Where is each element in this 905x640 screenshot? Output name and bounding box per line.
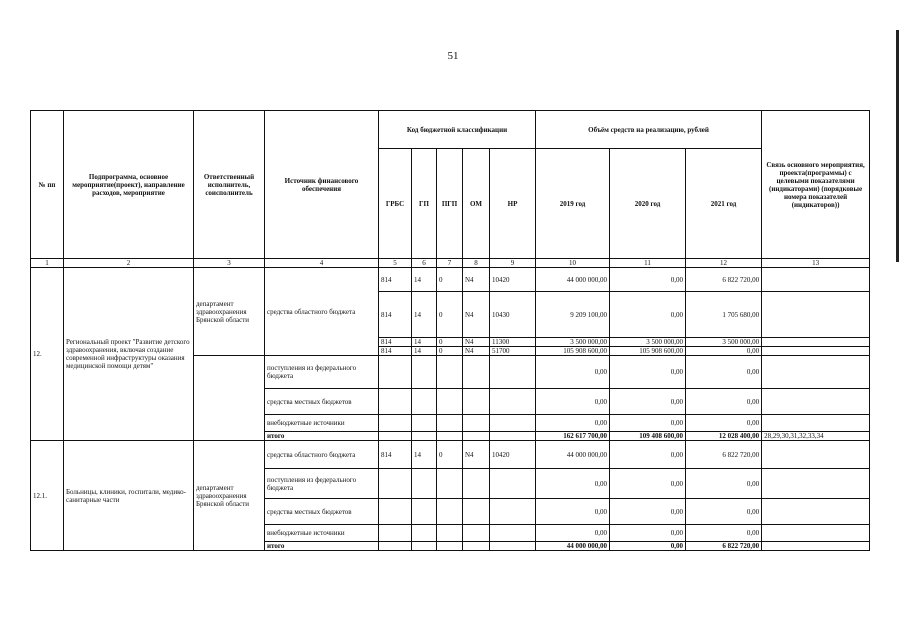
total-2019: 162 617 700,00: [536, 432, 610, 441]
np-cell: [490, 356, 536, 389]
value-2019: 0,00: [536, 469, 610, 499]
header-row-1: [31, 111, 870, 149]
link-cell: [762, 415, 870, 432]
header-2020: 2020 год: [610, 149, 686, 259]
header-2019: 2019 год: [536, 149, 610, 259]
pgp-cell: [437, 356, 463, 389]
link-cell: [762, 268, 870, 292]
total-2020: 109 408 600,00: [610, 432, 686, 441]
grbs-cell: [379, 389, 412, 415]
pgp-cell: 0: [437, 347, 463, 356]
program-name: Больницы, клиники, госпитали, медико-санитарные части: [64, 441, 194, 551]
pgp-cell: [437, 499, 463, 525]
value-2021: 6 822 720,00: [686, 268, 762, 292]
gp-cell: [412, 469, 437, 499]
col-number: 5: [379, 259, 412, 268]
pgp-cell: [437, 542, 463, 551]
pgp-cell: 0: [437, 268, 463, 292]
np-cell: 10430: [490, 292, 536, 338]
header-np: НР: [490, 149, 536, 259]
om-cell: [463, 525, 490, 542]
total-2021: 6 822 720,00: [686, 542, 762, 551]
source-cell: средства местных бюджетов: [265, 389, 379, 415]
om-cell: [463, 432, 490, 441]
value-2021: 0,00: [686, 525, 762, 542]
np-cell: 10420: [490, 441, 536, 469]
om-cell: N4: [463, 441, 490, 469]
total-label: итого: [265, 432, 379, 441]
pgp-cell: 0: [437, 441, 463, 469]
value-2020: 0,00: [610, 441, 686, 469]
header-num: № пп: [31, 111, 64, 259]
link-cell: [762, 499, 870, 525]
np-cell: [490, 542, 536, 551]
value-2019: 44 000 000,00: [536, 441, 610, 469]
grbs-cell: 814: [379, 441, 412, 469]
value-2019: 3 500 000,00: [536, 338, 610, 347]
value-2021: 0,00: [686, 389, 762, 415]
table-row: [31, 441, 870, 469]
grbs-cell: [379, 469, 412, 499]
col-number: 9: [490, 259, 536, 268]
header-link: Связь основного мероприятия, проекта(программы) с целевыми показателями (индикаторами) (порядковые номера показателей (индикаторов)): [762, 111, 870, 259]
gp-cell: [412, 415, 437, 432]
value-2021: 0,00: [686, 356, 762, 389]
col-number: 6: [412, 259, 437, 268]
grbs-cell: [379, 432, 412, 441]
grbs-cell: 814: [379, 347, 412, 356]
gp-cell: 14: [412, 347, 437, 356]
value-2020: 0,00: [610, 469, 686, 499]
value-2021: 0,00: [686, 499, 762, 525]
scan-edge-mark: [896, 30, 899, 262]
gp-cell: [412, 525, 437, 542]
np-cell: [490, 389, 536, 415]
value-2019: 0,00: [536, 499, 610, 525]
total-2021: 12 028 400,00: [686, 432, 762, 441]
value-2021: 0,00: [686, 347, 762, 356]
np-cell: 51700: [490, 347, 536, 356]
gp-cell: 14: [412, 268, 437, 292]
col-number: 8: [463, 259, 490, 268]
value-2019: 0,00: [536, 525, 610, 542]
col-number: 12: [686, 259, 762, 268]
row-number: 12.1.: [31, 441, 64, 551]
value-2020: 0,00: [610, 268, 686, 292]
source-cell: средства областного бюджета: [265, 441, 379, 469]
header-volume: Объём средств на реализацию, рублей: [536, 111, 762, 149]
col-number: 4: [265, 259, 379, 268]
grbs-cell: 814: [379, 338, 412, 347]
executor-empty: [194, 356, 265, 441]
value-2019: 0,00: [536, 389, 610, 415]
value-2021: 0,00: [686, 469, 762, 499]
grbs-cell: [379, 356, 412, 389]
source-cell: средства местных бюджетов: [265, 499, 379, 525]
indicator-links: 28,29,30,31,32,33,34: [762, 432, 870, 441]
om-cell: [463, 469, 490, 499]
np-cell: [490, 499, 536, 525]
link-cell: [762, 441, 870, 469]
value-2020: 0,00: [610, 356, 686, 389]
header-gp: ГП: [412, 149, 437, 259]
value-2020: 105 908 600,00: [610, 347, 686, 356]
value-2019: 0,00: [536, 356, 610, 389]
link-cell: [762, 542, 870, 551]
pgp-cell: [437, 525, 463, 542]
value-2021: 0,00: [686, 415, 762, 432]
header-2021: 2021 год: [686, 149, 762, 259]
om-cell: [463, 499, 490, 525]
grbs-cell: 814: [379, 268, 412, 292]
column-numbers-row: [31, 259, 870, 268]
table-row: [31, 268, 870, 292]
value-2019: 0,00: [536, 415, 610, 432]
gp-cell: [412, 432, 437, 441]
link-cell: [762, 389, 870, 415]
value-2020: 0,00: [610, 292, 686, 338]
np-cell: 11300: [490, 338, 536, 347]
value-2019: 9 209 100,00: [536, 292, 610, 338]
col-number: 3: [194, 259, 265, 268]
link-cell: [762, 292, 870, 338]
col-number: 1: [31, 259, 64, 268]
row-number: 12.: [31, 268, 64, 441]
link-cell: [762, 469, 870, 499]
header-grbs: ГРБС: [379, 149, 412, 259]
total-2019: 44 000 000,00: [536, 542, 610, 551]
pgp-cell: 0: [437, 338, 463, 347]
pgp-cell: [437, 389, 463, 415]
np-cell: [490, 415, 536, 432]
om-cell: N4: [463, 347, 490, 356]
header-pgp: ПГП: [437, 149, 463, 259]
col-number: 7: [437, 259, 463, 268]
om-cell: [463, 542, 490, 551]
budget-table: [30, 110, 870, 551]
grbs-cell: [379, 415, 412, 432]
om-cell: [463, 389, 490, 415]
value-2020: 0,00: [610, 499, 686, 525]
value-2021: 3 500 000,00: [686, 338, 762, 347]
gp-cell: 14: [412, 292, 437, 338]
source-cell: поступления из федерального бюджета: [265, 469, 379, 499]
source-cell: средства областного бюджета: [265, 268, 379, 356]
col-number: 13: [762, 259, 870, 268]
value-2021: 6 822 720,00: [686, 441, 762, 469]
executor-name: департамент здравоохранения Брянской области: [194, 441, 265, 551]
pgp-cell: [437, 469, 463, 499]
om-cell: [463, 356, 490, 389]
np-cell: [490, 469, 536, 499]
source-cell: внебюджетные источники: [265, 415, 379, 432]
col-number: 10: [536, 259, 610, 268]
col-number: 2: [64, 259, 194, 268]
grbs-cell: 814: [379, 292, 412, 338]
program-name: Региональный проект "Развитие детского здравоохранения, включая создание современной инфраструктуры оказания медицинской помощи детям": [64, 268, 194, 441]
gp-cell: 14: [412, 441, 437, 469]
value-2019: 105 908 600,00: [536, 347, 610, 356]
om-cell: [463, 415, 490, 432]
gp-cell: [412, 356, 437, 389]
value-2019: 44 000 000,00: [536, 268, 610, 292]
page-number: 51: [447, 50, 459, 62]
col-number: 11: [610, 259, 686, 268]
source-cell: внебюджетные источники: [265, 525, 379, 542]
total-2020: 0,00: [610, 542, 686, 551]
value-2020: 0,00: [610, 525, 686, 542]
grbs-cell: [379, 499, 412, 525]
np-cell: 10420: [490, 268, 536, 292]
om-cell: N4: [463, 292, 490, 338]
link-cell: [762, 338, 870, 347]
source-cell: поступления из федерального бюджета: [265, 356, 379, 389]
pgp-cell: [437, 432, 463, 441]
header-om: ОМ: [463, 149, 490, 259]
np-cell: [490, 525, 536, 542]
value-2020: 0,00: [610, 415, 686, 432]
header-executor: Ответственный исполнитель, соисполнитель: [194, 111, 265, 259]
value-2020: 0,00: [610, 389, 686, 415]
link-cell: [762, 347, 870, 356]
gp-cell: [412, 389, 437, 415]
header-budget-code: Код бюджетной классификации: [379, 111, 536, 149]
header-source: Источник финансового обеспечения: [265, 111, 379, 259]
gp-cell: [412, 542, 437, 551]
grbs-cell: [379, 525, 412, 542]
link-cell: [762, 525, 870, 542]
gp-cell: 14: [412, 338, 437, 347]
pgp-cell: [437, 415, 463, 432]
gp-cell: [412, 499, 437, 525]
grbs-cell: [379, 542, 412, 551]
link-cell: [762, 356, 870, 389]
om-cell: N4: [463, 268, 490, 292]
om-cell: N4: [463, 338, 490, 347]
total-label: итого: [265, 542, 379, 551]
value-2021: 1 705 680,00: [686, 292, 762, 338]
header-program: Подпрограмма, основное мероприятие(проект), направление расходов, мероприятие: [64, 111, 194, 259]
executor-name: департамент здравоохранения Брянской области: [194, 268, 265, 356]
np-cell: [490, 432, 536, 441]
pgp-cell: 0: [437, 292, 463, 338]
value-2020: 3 500 000,00: [610, 338, 686, 347]
